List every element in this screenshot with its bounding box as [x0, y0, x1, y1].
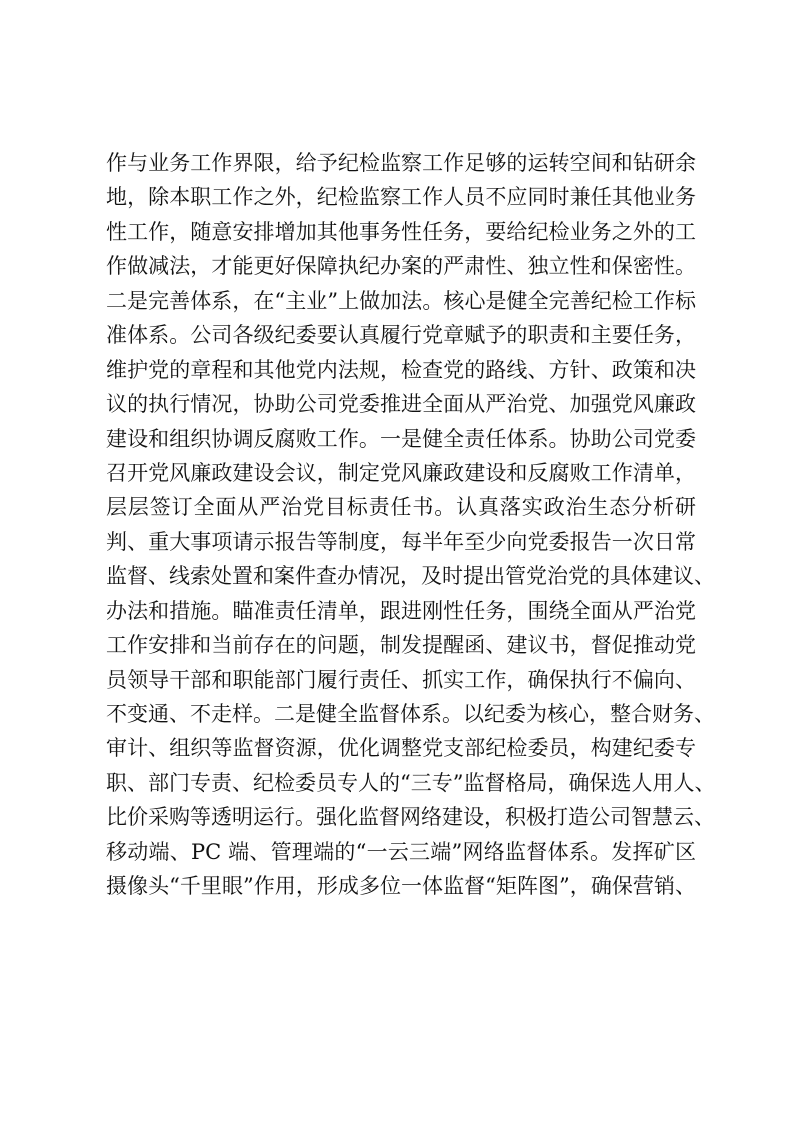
- text-line-10: 召开党风廉政建设会议，制定党风廉政建设和反腐败工作清单，: [106, 460, 696, 485]
- text-line-19: 职、部门专责、纪检委员专人的“三专”监督格局，确保选人用人、: [106, 770, 716, 795]
- text-line-8: 议的执行情况，协助公司党委推进全面从严治党、加强党风廉政: [106, 392, 696, 417]
- text-line-22: 摄像头“千里眼”作用，形成多位一体监督“矩阵图”，确保营销、: [106, 874, 696, 899]
- text-line-1: 作与业务工作界限，给予纪检监察工作足够的运转空间和钻研余: [106, 151, 696, 175]
- text-line-20: 比价采购等透明运行。强化监督网络建设，积极打造公司智慧云、: [106, 805, 715, 830]
- text-line-9: 建设和组织协调反腐败工作。一是健全责任体系。协助公司党委: [106, 426, 696, 451]
- text-line-14: 办法和措施。瞄准责任清单，跟进刚性任务，围绕全面从严治党: [106, 598, 696, 623]
- text-line-7: 维护党的章程和其他党内法规，检查党的路线、方针、政策和决: [106, 357, 696, 382]
- text-line-3: 性工作，随意安排增加其他事务性任务，要给纪检业务之外的工: [106, 219, 696, 244]
- text-line-13: 监督、线索处置和案件查办情况，及时提出管党治党的具体建议、: [106, 564, 715, 589]
- text-line-12: 判、重大事项请示报告等制度，每半年至少向党委报告一次日常: [106, 529, 696, 554]
- text-line-6: 准体系。公司各级纪委要认真履行党章赋予的职责和主要任务，: [106, 323, 696, 348]
- text-line-15: 工作安排和当前存在的问题，制发提醒函、建议书，督促推动党: [106, 633, 696, 658]
- text-line-4: 作做减法，才能更好保障执纪办案的严肃性、独立性和保密性。: [106, 254, 696, 279]
- body-text: [106, 146, 716, 904]
- text-line-5: 二是完善体系，在“主业”上做加法。核心是健全完善纪检工作标: [106, 288, 696, 313]
- text-line-21: 移动端、PC 端、管理端的“一云三端”网络监督体系。发挥矿区: [106, 839, 696, 864]
- text-line-18: 审计、组织等监督资源，优化调整党支部纪检委员，构建纪委专: [106, 736, 696, 761]
- text-line-16: 员领导干部和职能部门履行责任、抓实工作，确保执行不偏向、: [106, 667, 696, 692]
- text-line-11: 层层签订全面从严治党目标责任书。认真落实政治生态分析研: [106, 495, 696, 520]
- text-line-17: 不变通、不走样。二是健全监督体系。以纪委为核心，整合财务、: [106, 702, 715, 726]
- text-line-2: 地，除本职工作之外，纪检监察工作人员不应同时兼任其他业务: [106, 185, 696, 210]
